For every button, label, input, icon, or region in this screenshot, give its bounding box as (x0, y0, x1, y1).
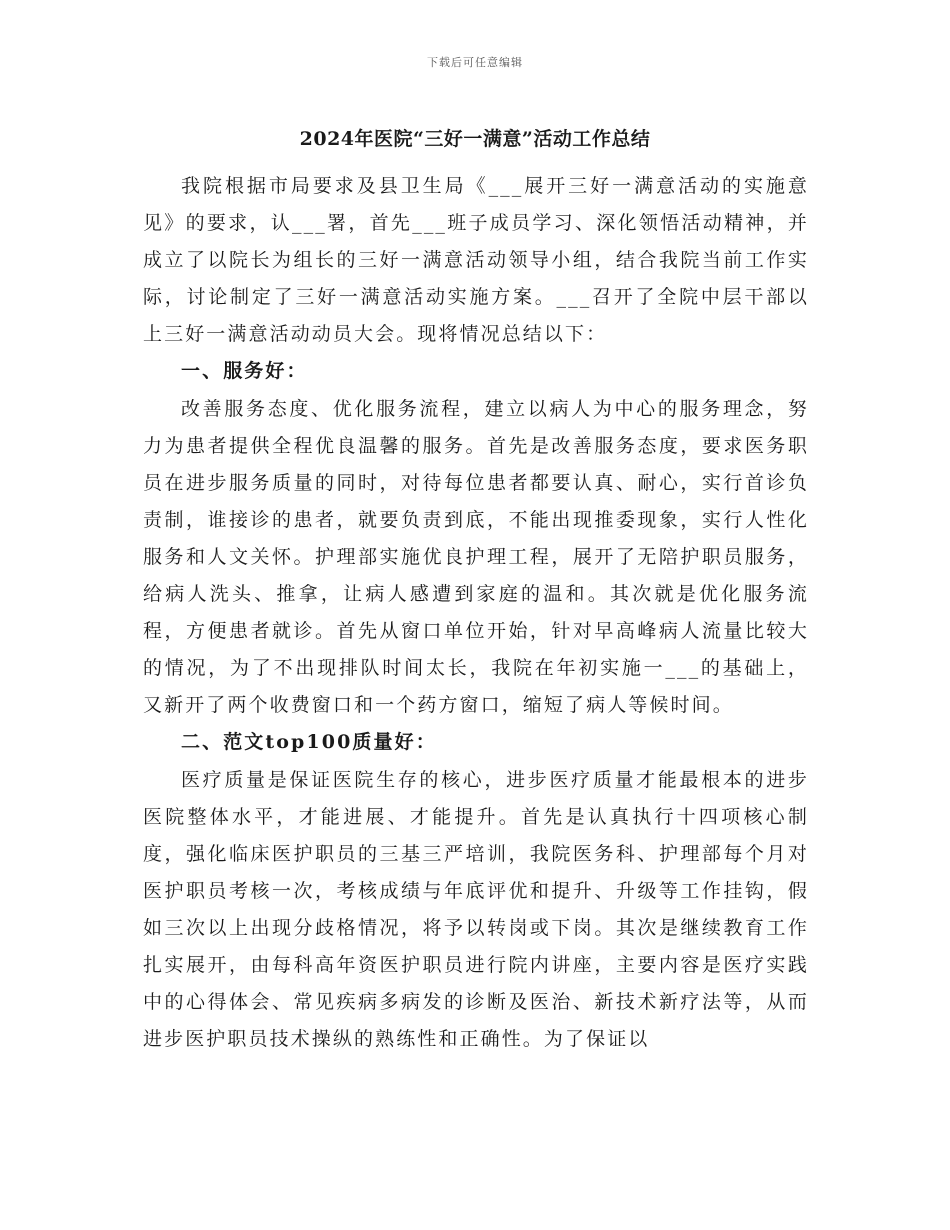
header-note: 下载后可任意编辑 (427, 56, 523, 69)
intro-paragraph: 我院根据市局要求及县卫生局《___展开三好一满意活动的实施意见》的要求，认___署，首先___班子成员学习、深化领悟活动精神，并成立了以院长为组长的三好一满意活动领导小组，结合我院当前工作实际，讨论制定了三好一满意活动实施方案。___召开了全院中层干部以上三好一满意活动动员大会。现将情况总结以下： (143, 175, 809, 346)
document-body (143, 168, 809, 1058)
section-paragraph-quality: 医疗质量是保证医院生存的核心，进步医疗质量才能最根本的进步医院整体水平，才能进展、才能提升。首先是认真执行十四项核心制度，强化临床医护职员的三基三严培训，我院医务科、护理部每个月对医护职员考核一次，考核成绩与年底评优和提升、升级等工作挂钩，假如三次以上出现分歧格情况，将予以转岗或下岗。其次是继续教育工作扎实展开，由每科高年资医护职员进行院内讲座，主要内容是医疗实践中的心得体会、常见疾病多病发的诊断及医治、新技术新疗法等，从而进步医护职员技术操纵的熟练性和正确性。为了保证以 (143, 768, 809, 1051)
section-heading-service: 一、服务好： (181, 360, 308, 383)
section-heading-quality: 二、范文top100质量好： (181, 731, 437, 754)
section-paragraph-service: 改善服务态度、优化服务流程，建立以病人为中心的服务理念，努力为患者提供全程优良温馨的服务。首先是改善服务态度，要求医务职员在进步服务质量的同时，对待每位患者都要认真、耐心，实行首诊负责制，谁接诊的患者，就要负责到底，不能出现推委现象，实行人性化服务和人文关怀。护理部实施优良护理工程，展开了无陪护职员服务，给病人洗头、推拿，让病人感遭到家庭的温和。其次就是优化服务流程，方便患者就诊。首先从窗口单位开始，针对早高峰病人流量比较大的情况，为了不出现排队时间太长，我院在年初实施一___的基础上，又新开了两个收费窗口和一个药方窗口，缩短了病人等候时间。 (143, 397, 809, 717)
document-title: 2024年医院“三好一满意”活动工作总结 (299, 128, 651, 150)
